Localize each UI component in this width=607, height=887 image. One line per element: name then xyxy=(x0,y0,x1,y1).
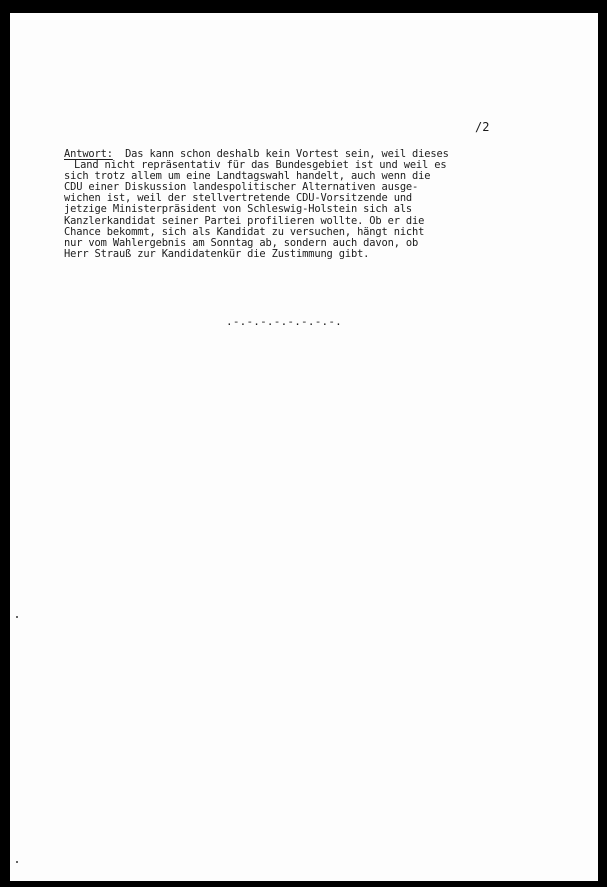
answer-line: CDU einer Diskussion landespolitischer Alternativen ausge- xyxy=(64,181,419,194)
answer-line: nur vom Wahlergebnis am Sonntag ab, sondern auch davon, ob xyxy=(64,236,419,249)
answer-line: wichen ist, weil der stellvertretende CDU-Vorsitzende und xyxy=(64,192,413,205)
answer-paragraph xyxy=(64,149,534,260)
answer-label: Antwort: xyxy=(64,148,113,160)
answer-line: jetzige Ministerpräsident von Schleswig-Holstein sich als xyxy=(64,203,413,216)
answer-line: Chance bekommt, sich als Kandidat zu versuchen, hängt nicht xyxy=(64,225,425,238)
scan-speck xyxy=(16,616,18,618)
answer-line: sich trotz allem um eine Landtagswahl handelt, auch wenn die xyxy=(64,170,431,183)
answer-line: Herr Strauß zur Kandidatenkür die Zustimmung gibt. xyxy=(64,247,370,260)
scan-speck xyxy=(16,861,18,863)
document-page xyxy=(10,13,598,881)
page-number: /2 xyxy=(475,120,490,134)
answer-line: Kanzlerkandidat seiner Partei profilieren wollte. Ob er die xyxy=(64,214,425,227)
end-mark: .-.-.-.-.-.-.-.-. xyxy=(226,315,342,328)
answer-first-line-text: Das kann schon deshalb kein Vortest sein, weil dieses xyxy=(112,148,449,160)
answer-line: Land nicht repräsentativ für das Bundesgebiet ist und weil es xyxy=(74,159,447,172)
